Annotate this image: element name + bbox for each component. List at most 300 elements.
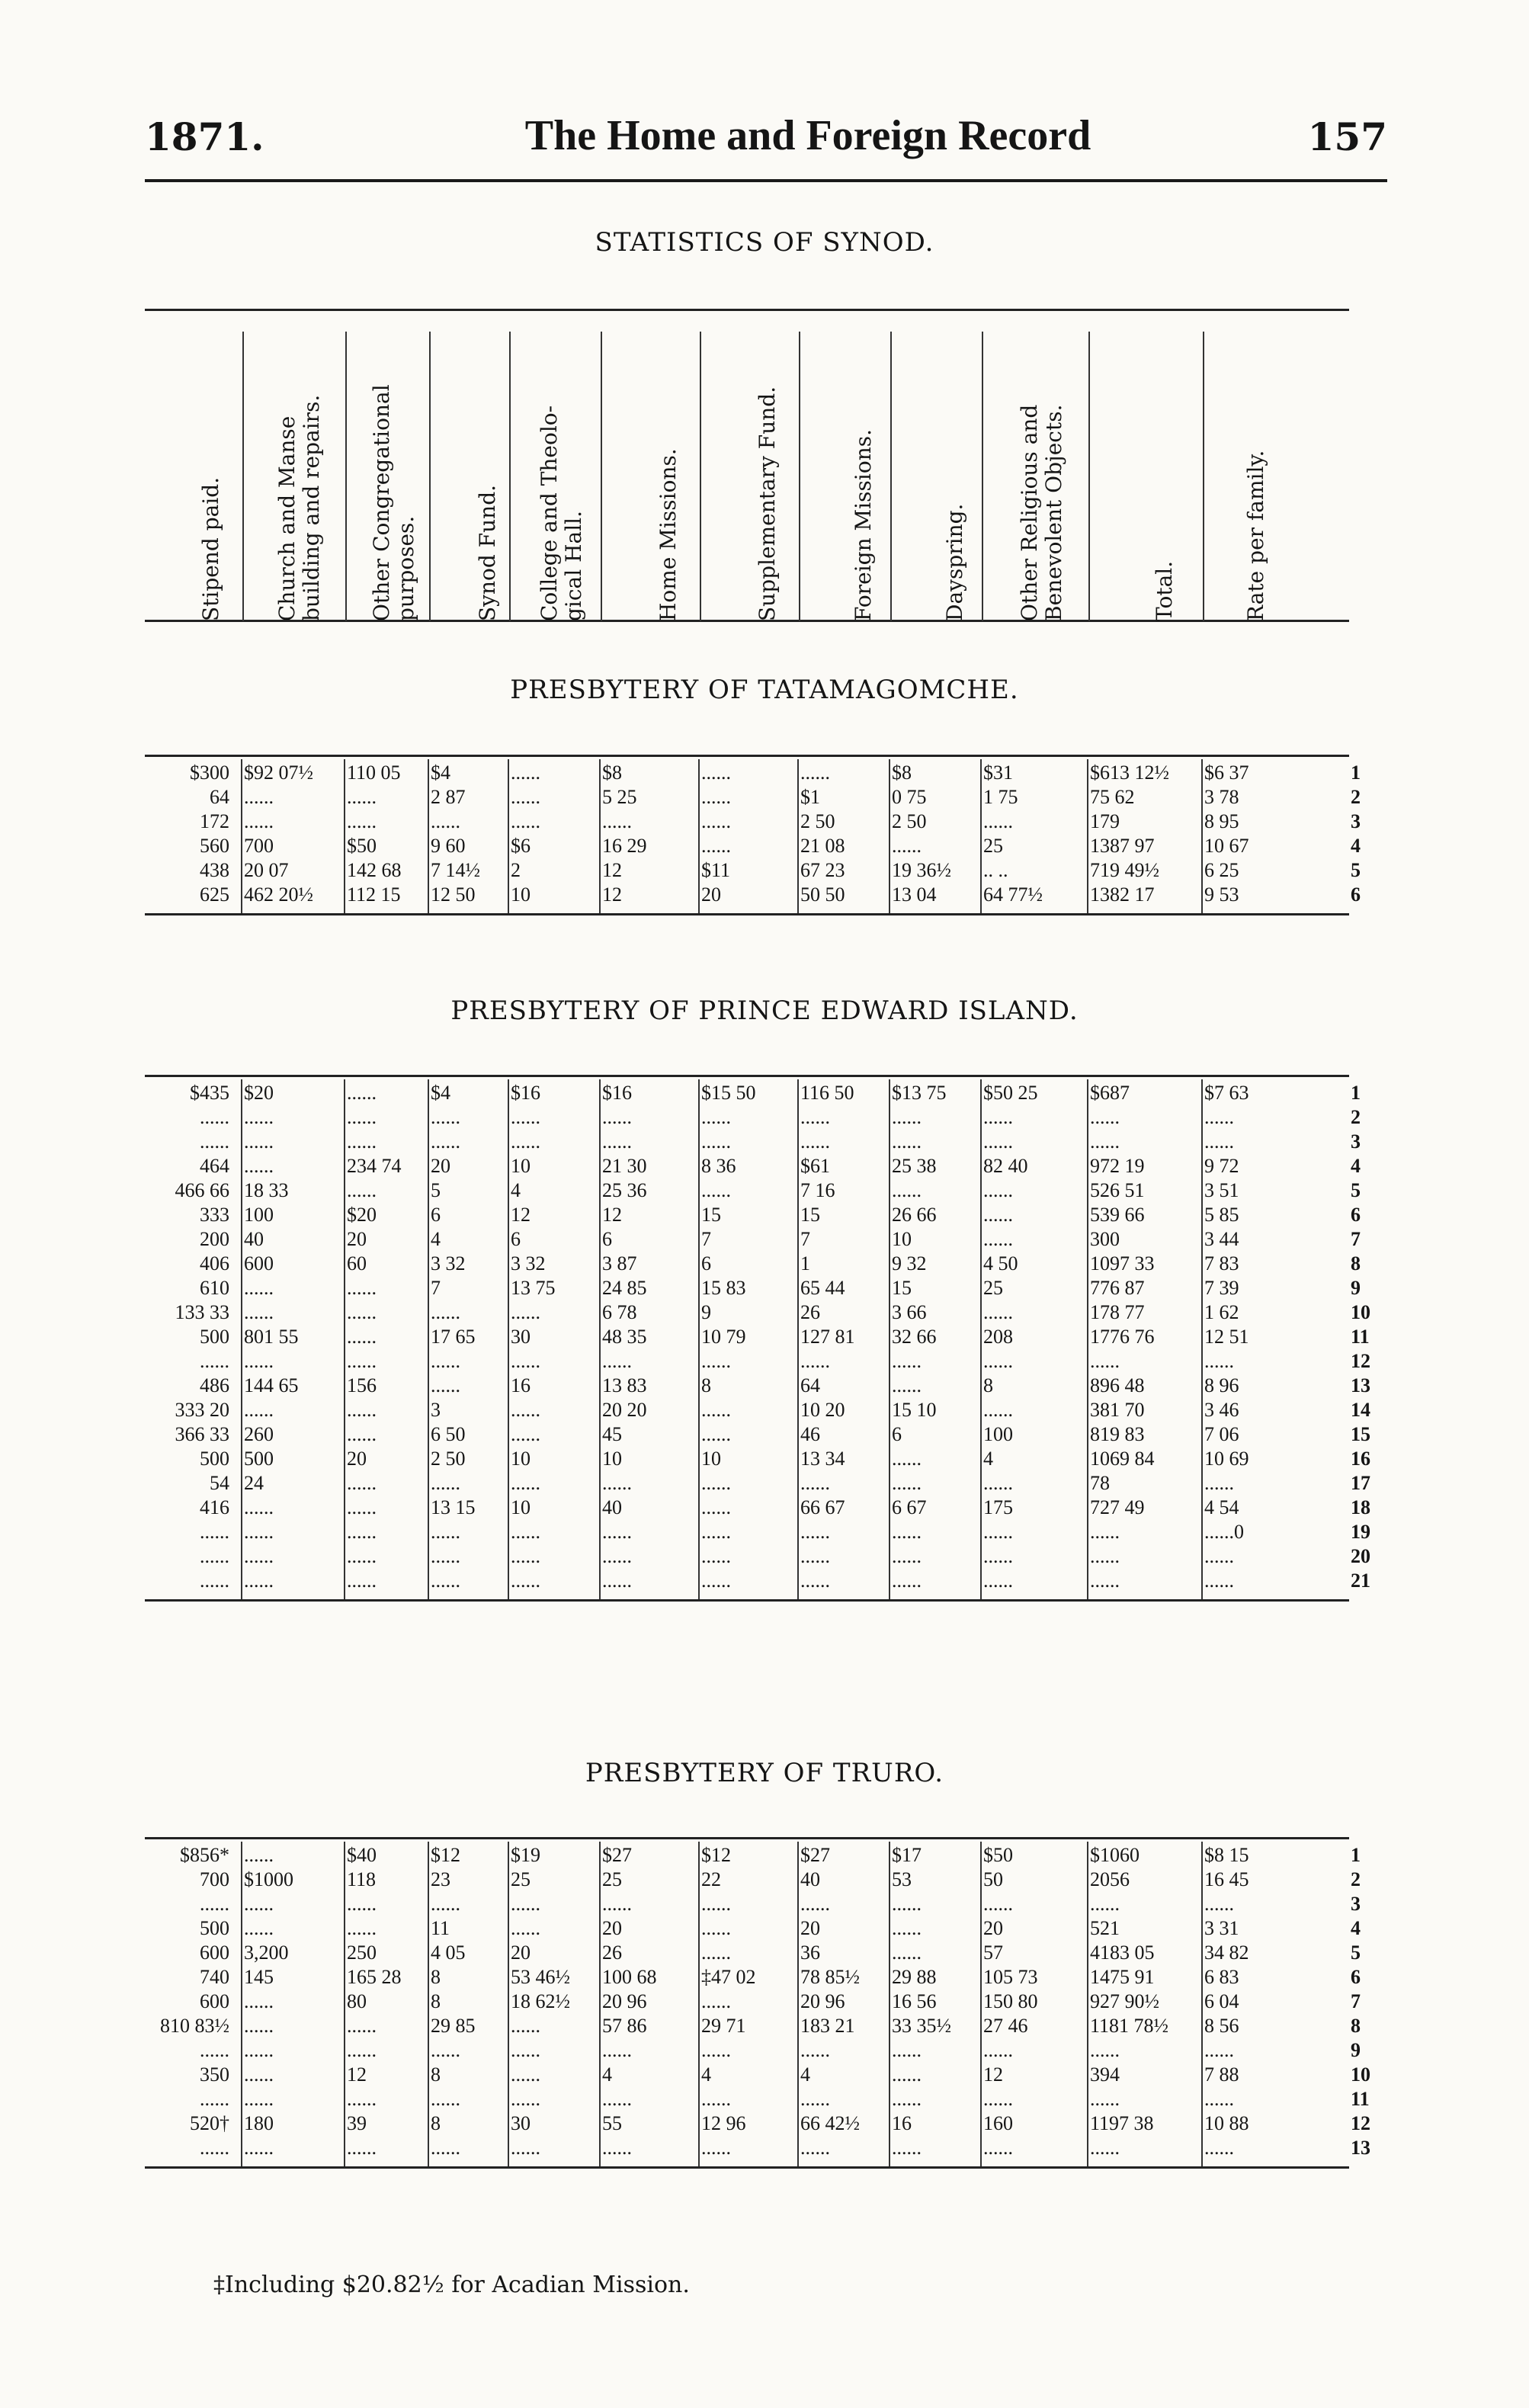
table-cell: ......: [800, 1106, 830, 1128]
table-cell: 4 50: [983, 1252, 1018, 1275]
page-heading: STATISTICS OF SYNOD.: [595, 227, 934, 258]
table-cell: 20: [701, 883, 721, 906]
table-cell: ......: [983, 1545, 1013, 1567]
table-cell: ......: [1090, 1570, 1120, 1592]
table-cell: 18 33: [244, 1179, 289, 1201]
table-cell: 160: [983, 2112, 1013, 2134]
table-cell: 10: [511, 1155, 531, 1177]
row-number: 6: [1351, 1966, 1361, 1988]
table-cell: ......: [892, 1448, 922, 1470]
presbytery-title-pei: PRESBYTERY OF PRINCE EDWARD ISLAND.: [450, 996, 1079, 1026]
table-cell: 6: [602, 1228, 612, 1250]
table-cell: 896 48: [1090, 1374, 1145, 1396]
table-cell: ......: [1204, 1106, 1234, 1128]
row-number: 21: [1351, 1570, 1370, 1592]
table-cell: 112 15: [347, 883, 401, 906]
table-cell: 118: [347, 1868, 377, 1890]
table-cell: 64: [800, 1374, 820, 1396]
table-cell: 2 50: [800, 810, 835, 832]
table-cell: 776 87: [1090, 1277, 1145, 1299]
page-number: 157: [1307, 114, 1387, 159]
table-cell: ......: [892, 835, 922, 857]
row-number: 1: [1351, 762, 1361, 784]
table-cell: ......: [200, 1350, 229, 1372]
table-cell: 4: [602, 2063, 612, 2086]
table-cell: ......: [983, 1472, 1013, 1494]
table-cell: ......: [1090, 1130, 1120, 1153]
table-row: [145, 761, 1372, 785]
table-cell: ......: [511, 2088, 540, 2110]
table-cell: ......: [1204, 2137, 1234, 2159]
table-cell: 30: [511, 2112, 531, 2134]
table-cell: ......: [602, 1521, 632, 1543]
table-cell: 5 25: [602, 786, 637, 808]
table-cell: ......: [511, 2137, 540, 2159]
table-cell: ......0: [1204, 1521, 1244, 1543]
table-cell: ......: [701, 1893, 731, 1915]
table-cell: 67 23: [800, 859, 845, 881]
table-cell: 25 36: [602, 1179, 647, 1201]
table-cell: 3 78: [1204, 786, 1239, 808]
table-cell: 350: [200, 2063, 229, 2086]
table-cell: 9 53: [1204, 883, 1239, 906]
table-cell: 53: [892, 1868, 912, 1890]
column-header-divider: [1203, 332, 1204, 621]
table-top-rule: [145, 1075, 1349, 1077]
table-cell: 1069 84: [1090, 1448, 1155, 1470]
table-cell: 20 96: [800, 1990, 845, 2012]
table-cell: ......: [701, 2039, 731, 2061]
column-header-label: Other Congregational purposes.: [369, 384, 418, 621]
table-cell: ......: [244, 1350, 274, 1372]
table-row: [145, 1965, 1372, 1990]
table-cell: 16 29: [602, 835, 647, 857]
table-cell: ......: [244, 810, 274, 832]
table-cell: ......: [347, 1106, 377, 1128]
table-row: [145, 810, 1372, 834]
table-cell: ‡47 02: [701, 1966, 756, 1988]
table-cell: 145: [244, 1966, 274, 1988]
table-cell: ......: [431, 2088, 460, 2110]
table-cell: 4: [701, 2063, 711, 2086]
table-cell: 333 20: [175, 1399, 229, 1421]
table-cell: 8: [983, 1374, 993, 1396]
table-cell: 20 07: [244, 859, 289, 881]
table-cell: ......: [244, 2015, 274, 2037]
table-cell: ......: [800, 1545, 830, 1567]
table-cell: ......: [347, 1496, 377, 1518]
table-cell: ......: [892, 1106, 922, 1128]
table-cell: ......: [602, 810, 632, 832]
table-cell: ......: [701, 1545, 731, 1567]
table-cell: 10 69: [1204, 1448, 1249, 1470]
table-cell: ......: [1090, 1106, 1120, 1128]
table-cell: ......: [347, 810, 377, 832]
table-cell: 8 56: [1204, 2015, 1239, 2037]
table-cell: 6: [431, 1204, 441, 1226]
table-cell: 366 33: [175, 1423, 229, 1445]
table-cell: ......: [701, 1130, 731, 1153]
table-cell: ......: [1204, 1472, 1234, 1494]
table-cell: 416: [200, 1496, 229, 1518]
table-cell: 36: [800, 1941, 820, 1964]
table-cell: ......: [800, 2088, 830, 2110]
row-number: 2: [1351, 1106, 1361, 1128]
table-cell: 539 66: [1090, 1204, 1145, 1226]
table-cell: $8 15: [1204, 1844, 1249, 1866]
table-cell: 3 46: [1204, 1399, 1239, 1421]
table-cell: $687: [1090, 1082, 1130, 1104]
table-cell: 7: [701, 1228, 711, 1250]
table-cell: 27 46: [983, 2015, 1028, 2037]
table-row: [145, 1276, 1372, 1300]
table-cell: 700: [200, 1868, 229, 1890]
presbytery-title-tatamagomche: PRESBYTERY OF TATAMAGOMCHE.: [510, 675, 1019, 705]
table-cell: ......: [347, 1570, 377, 1592]
table-cell: 179: [1090, 810, 1120, 832]
table-row: [145, 2014, 1372, 2038]
table-cell: 3,200: [244, 1941, 289, 1964]
table-cell: 183 21: [800, 2015, 855, 2037]
table-cell: 3 32: [511, 1252, 546, 1275]
table-cell: ......: [347, 2015, 377, 2037]
table-cell: 65 44: [800, 1277, 845, 1299]
table-cell: 23: [431, 1868, 450, 1890]
column-header-divider: [509, 332, 511, 621]
row-number: 13: [1351, 1374, 1370, 1396]
table-cell: 20: [800, 1917, 820, 1939]
table-cell: ......: [701, 786, 731, 808]
table-cell: ......: [892, 1179, 922, 1201]
table-cell: 8: [431, 1966, 441, 1988]
table-cell: 178 77: [1090, 1301, 1145, 1323]
table-cell: 819 83: [1090, 1423, 1145, 1445]
table-cell: ......: [511, 2015, 540, 2037]
table-cell: .. ..: [983, 859, 1008, 881]
table-cell: 20: [347, 1448, 367, 1470]
table-cell: 142 68: [347, 859, 402, 881]
table-cell: 610: [200, 1277, 229, 1299]
table-cell: ......: [892, 2137, 922, 2159]
table-cell: 10 88: [1204, 2112, 1249, 2134]
table-cell: 6 25: [1204, 859, 1239, 881]
table-cell: $27: [800, 1844, 830, 1866]
table-cell: ......: [431, 1521, 460, 1543]
table-cell: 1181 78½: [1090, 2015, 1169, 2037]
table-cell: 6 50: [431, 1423, 466, 1445]
table-cell: 40: [800, 1868, 820, 1890]
table-cell: 26: [602, 1941, 622, 1964]
row-number: 1: [1351, 1844, 1361, 1866]
table-cell: ......: [983, 1204, 1013, 1226]
table-cell: ......: [701, 1106, 731, 1128]
table-cell: ......: [800, 1130, 830, 1153]
table-cell: 3 32: [431, 1252, 466, 1275]
table-cell: 1097 33: [1090, 1252, 1155, 1275]
table-row: [145, 1868, 1372, 1892]
table-cell: ......: [800, 1350, 830, 1372]
table-cell: ......: [602, 2088, 632, 2110]
table-cell: 75 62: [1090, 786, 1135, 808]
table-cell: 2: [511, 859, 521, 881]
table-cell: $4: [431, 762, 450, 784]
column-header-divider: [242, 332, 244, 621]
table-row: [145, 1130, 1372, 1154]
table-cell: ......: [244, 2088, 274, 2110]
table-row: [145, 1227, 1372, 1252]
table-cell: ......: [347, 786, 377, 808]
table-cell: 4: [800, 2063, 810, 2086]
table-cell: ......: [602, 1472, 632, 1494]
row-number: 10: [1351, 1301, 1370, 1323]
table-cell: ......: [511, 1472, 540, 1494]
table-cell: 15 10: [892, 1399, 937, 1421]
table-row: [145, 1569, 1372, 1593]
table-cell: $7 63: [1204, 1082, 1249, 1104]
row-number: 3: [1351, 1130, 1361, 1153]
table-cell: ......: [983, 1570, 1013, 1592]
table-cell: ......: [511, 1350, 540, 1372]
table-cell: ......: [431, 1350, 460, 1372]
table-cell: 1: [800, 1252, 810, 1275]
table-cell: ......: [431, 1472, 460, 1494]
table-cell: $1000: [244, 1868, 293, 1890]
table-cell: $50: [347, 835, 377, 857]
table-cell: $8: [602, 762, 622, 784]
table-cell: ......: [1090, 1545, 1120, 1567]
table-cell: 8: [431, 2112, 441, 2134]
table-cell: ......: [701, 1179, 731, 1201]
table-cell: ......: [200, 1106, 229, 1128]
table-cell: 80: [347, 1990, 367, 2012]
table-cell: ......: [800, 2039, 830, 2061]
table-bottom-rule: [145, 913, 1349, 915]
table-cell: 11: [431, 1917, 450, 1939]
table-cell: ......: [347, 1893, 377, 1915]
table-cell: 5 85: [1204, 1204, 1239, 1226]
table-cell: 719 49½: [1090, 859, 1159, 881]
table-cell: ......: [347, 1350, 377, 1372]
table-cell: ......: [1204, 1545, 1234, 1567]
table-cell: 20: [602, 1917, 622, 1939]
table-cell: 15 83: [701, 1277, 746, 1299]
table-cell: 3 44: [1204, 1228, 1239, 1250]
table-row: [145, 2063, 1372, 2087]
table-cell: 16 56: [892, 1990, 937, 2012]
table-cell: ......: [200, 2137, 229, 2159]
table-cell: ......: [701, 1570, 731, 1592]
column-header-label: Stipend paid.: [197, 476, 223, 621]
table-cell: 6 83: [1204, 1966, 1239, 1988]
table-cell: ......: [347, 1082, 377, 1104]
table-cell: ......: [244, 1893, 274, 1915]
table-cell: ......: [892, 2063, 922, 2086]
table-cell: 600: [200, 1990, 229, 2012]
header-rule: [145, 179, 1387, 182]
table-cell: ......: [983, 1130, 1013, 1153]
table-cell: ......: [511, 1130, 540, 1153]
table-cell: 33 35½: [892, 2015, 951, 2037]
table-cell: ......: [347, 1423, 377, 1445]
table-cell: 39: [347, 2112, 367, 2134]
table-row: [145, 1990, 1372, 2014]
table-row: [145, 1105, 1372, 1130]
table-cell: 12: [983, 2063, 1003, 2086]
table-row: [145, 785, 1372, 810]
table-cell: 801 55: [244, 1326, 299, 1348]
table-cell: 462 20½: [244, 883, 313, 906]
table-cell: ......: [244, 1496, 274, 1518]
table-cell: 7 83: [1204, 1252, 1239, 1275]
column-header-label: Church and Manse building and repairs.: [274, 394, 324, 621]
table-cell: ......: [244, 1990, 274, 2012]
table-cell: 45: [602, 1423, 622, 1445]
table-cell: ......: [983, 1106, 1013, 1128]
table-cell: ......: [1090, 2088, 1120, 2110]
table-cell: ......: [244, 2063, 274, 2086]
table-cell: ......: [892, 1374, 922, 1396]
table-cell: 29 71: [701, 2015, 746, 2037]
table-cell: 29 85: [431, 2015, 476, 2037]
table-cell: ......: [511, 1570, 540, 1592]
table-cell: $4: [431, 1082, 450, 1104]
table-cell: 34 82: [1204, 1941, 1249, 1964]
table-cell: ......: [244, 1106, 274, 1128]
table-cell: 4: [511, 1179, 521, 1201]
table-cell: 9 72: [1204, 1155, 1239, 1177]
table-cell: ......: [800, 2137, 830, 2159]
table-cell: 21 08: [800, 835, 845, 857]
table-cell: 46: [800, 1423, 820, 1445]
table-row: [145, 1447, 1372, 1471]
table-cell: 13 04: [892, 883, 937, 906]
table-cell: ......: [701, 1423, 731, 1445]
table-cell: ......: [347, 1277, 377, 1299]
table-cell: $16: [602, 1082, 632, 1104]
table-cell: 6: [892, 1423, 902, 1445]
table-row: [145, 1496, 1372, 1520]
table-cell: 6 67: [892, 1496, 927, 1518]
table-cell: 260: [244, 1423, 274, 1445]
table-cell: ......: [892, 1350, 922, 1372]
table-cell: ......: [511, 1399, 540, 1421]
column-header-label: Other Religious and Benevolent Objects.: [1017, 404, 1066, 621]
table-cell: 6: [701, 1252, 711, 1275]
table-cell: $12: [701, 1844, 731, 1866]
row-number: 2: [1351, 786, 1361, 808]
table-cell: 526 51: [1090, 1179, 1145, 1201]
column-header-divider: [700, 332, 701, 621]
table-cell: ......: [347, 1179, 377, 1201]
table-cell: ......: [983, 1179, 1013, 1201]
table-cell: 7 16: [800, 1179, 835, 1201]
table-cell: 54: [210, 1472, 229, 1494]
table-cell: 500: [200, 1917, 229, 1939]
table-cell: $435: [190, 1082, 229, 1104]
table-cell: 464: [200, 1155, 229, 1177]
table-cell: ......: [1090, 2137, 1120, 2159]
table-cell: ......: [347, 1326, 377, 1348]
table-cell: $27: [602, 1844, 632, 1866]
table-cell: ......: [800, 762, 830, 784]
table-cell: 8 96: [1204, 1374, 1239, 1396]
row-number: 2: [1351, 1868, 1361, 1890]
table-cell: 12: [602, 1204, 622, 1226]
table-cell: 8: [431, 1990, 441, 2012]
table-cell: 486: [200, 1374, 229, 1396]
column-header-divider: [890, 332, 892, 621]
table-cell: ......: [431, 1893, 460, 1915]
running-head: [145, 114, 1387, 175]
table-cell: 3: [431, 1399, 441, 1421]
table-cell: ......: [800, 1472, 830, 1494]
table-cell: 50 50: [800, 883, 845, 906]
table-row: [145, 1916, 1372, 1941]
column-header-label: Home Missions.: [655, 448, 681, 621]
table-cell: ......: [511, 1521, 540, 1543]
table-row: [145, 1374, 1372, 1398]
table-cell: 8 95: [1204, 810, 1239, 832]
table-row: [145, 2136, 1372, 2160]
table-cell: 1387 97: [1090, 835, 1155, 857]
table-cell: 10: [602, 1448, 622, 1470]
table-cell: 8: [701, 1374, 711, 1396]
table-cell: 3 31: [1204, 1917, 1239, 1939]
table-cell: ......: [1204, 2039, 1234, 2061]
table-cell: ......: [431, 2137, 460, 2159]
table-cell: 10: [511, 1496, 531, 1518]
table-cell: 66 42½: [800, 2112, 860, 2134]
table-bottom-rule: [145, 2166, 1349, 2169]
table-row: [145, 834, 1372, 858]
table-cell: 50: [983, 1868, 1003, 1890]
row-number: 13: [1351, 2137, 1370, 2159]
table-cell: $856*: [180, 1844, 229, 1866]
table-cell: 13 34: [800, 1448, 845, 1470]
table-cell: 300: [1090, 1228, 1120, 1250]
table-cell: ......: [244, 1301, 274, 1323]
table-cell: $40: [347, 1844, 377, 1866]
table-cell: 5: [431, 1179, 441, 1201]
table-cell: ......: [244, 1277, 274, 1299]
table-cell: 40: [244, 1228, 264, 1250]
row-number: 16: [1351, 1448, 1370, 1470]
table-cell: ......: [347, 1130, 377, 1153]
table-cell: 8: [431, 2063, 441, 2086]
table-cell: 19 36½: [892, 859, 951, 881]
table-cell: ......: [1204, 2088, 1234, 2110]
table-cell: 16 45: [1204, 1868, 1249, 1890]
table-cell: 53 46½: [511, 1966, 570, 1988]
table-cell: ......: [983, 1893, 1013, 1915]
table-cell: 7 88: [1204, 2063, 1239, 2086]
column-header-label: Synod Fund.: [475, 484, 500, 621]
table-cell: ......: [347, 2088, 377, 2110]
table-cell: 10 79: [701, 1326, 746, 1348]
table-cell: ......: [200, 1893, 229, 1915]
table-cell: ......: [983, 1228, 1013, 1250]
table-cell: $8: [892, 762, 912, 784]
table-cell: ......: [983, 1301, 1013, 1323]
row-number: 14: [1351, 1399, 1370, 1421]
table-cell: ......: [200, 1130, 229, 1153]
table-cell: 7 14½: [431, 859, 480, 881]
table-cell: $61: [800, 1155, 830, 1177]
table-cell: 1382 17: [1090, 883, 1155, 906]
table-cell: 55: [602, 2112, 622, 2134]
table-cell: 700: [244, 835, 274, 857]
table-cell: 600: [200, 1941, 229, 1964]
